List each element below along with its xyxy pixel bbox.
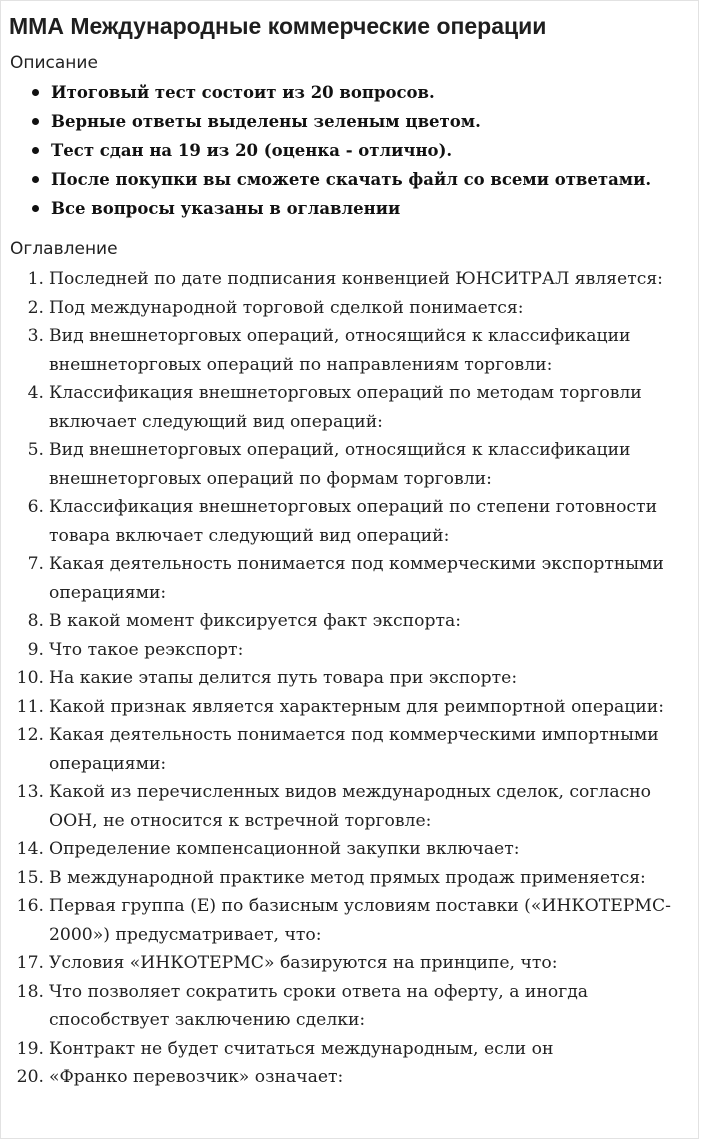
- description-item: Тест сдан на 19 из 20 (оценка - отлично).: [1, 136, 700, 165]
- toc-item[interactable]: [1, 978, 700, 1035]
- toc-item-number: 10.: [16, 668, 44, 688]
- toc-item-number: 15.: [16, 867, 44, 888]
- toc-item-text: Какая деятельность понимается под коммерческими импортными операциями:: [49, 725, 659, 774]
- toc-item-text: В международной практике метод прямых продаж применяется:: [49, 867, 646, 888]
- toc-item-number: 20.: [16, 1067, 44, 1087]
- toc-item-text: Первая группа (Е) по базисным условиям поставки («ИНКОТЕРМС- 2000») предусматривает, что:: [49, 896, 671, 945]
- toc-item-text: Условия «ИНКОТЕРМС» базируются на принципе, что:: [49, 953, 558, 973]
- toc-item-text: На какие этапы делится путь товара при экспорте:: [49, 668, 518, 688]
- toc-item-number: 5.: [27, 440, 44, 460]
- toc-item-number: 17.: [16, 953, 44, 973]
- toc-item-number: 6.: [27, 497, 44, 517]
- toc-item[interactable]: [1, 693, 700, 722]
- description-item: Верные ответы выделены зеленым цветом.: [1, 107, 700, 136]
- toc-item[interactable]: [1, 1035, 700, 1064]
- toc-item[interactable]: [1, 835, 700, 864]
- toc-item[interactable]: [1, 436, 700, 493]
- toc-item-number: 14.: [16, 839, 44, 859]
- toc-item-number: 13.: [16, 782, 44, 802]
- toc-item-text: Вид внешнеторговых операций, относящийся к классификации внешнеторговых операций по направлениям торговли:: [49, 326, 631, 375]
- page-title: ММА Международные коммерческие операции: [9, 13, 547, 39]
- toc-item-text: Классификация внешнеторговых операций по степени готовности товара включает следующий вид операций:: [49, 497, 658, 546]
- toc-item[interactable]: [1, 1063, 700, 1092]
- toc-item-number: 12.: [16, 725, 44, 745]
- toc-item-number: 4.: [27, 383, 44, 403]
- toc-item-text: Что позволяет сократить сроки ответа на оферту, а иногда способствует заключению сделки:: [49, 981, 589, 1030]
- toc-item-text: Классификация внешнеторговых операций по методам торговли включает следующий вид операций:: [49, 383, 642, 432]
- toc-item-text: «Франко перевозчик» означает:: [49, 1067, 344, 1087]
- toc-item[interactable]: [1, 636, 700, 665]
- toc-item-number: 3.: [27, 326, 44, 346]
- toc-item-text: Контракт не будет считаться международным, если он: [49, 1038, 554, 1059]
- toc-item-text: В какой момент фиксируется факт экспорта:: [49, 611, 461, 631]
- toc-item-number: 2.: [27, 297, 44, 318]
- toc-item-number: 1.: [27, 269, 44, 289]
- toc-item-number: 11.: [16, 696, 44, 717]
- toc-item[interactable]: [1, 265, 700, 294]
- toc-item[interactable]: [1, 949, 700, 978]
- toc-item-text: Последней по дате подписания конвенцией ЮНСИТРАЛ является:: [49, 269, 663, 289]
- description-item: Все вопросы указаны в оглавлении: [1, 194, 700, 223]
- toc-item-text: Какой из перечисленных видов международных сделок, согласно ООН, не относится к встречной торговле:: [49, 782, 651, 831]
- toc-item[interactable]: [1, 721, 700, 778]
- toc-item[interactable]: [1, 550, 700, 607]
- toc-item-number: 9.: [27, 639, 44, 660]
- toc-item[interactable]: [1, 493, 700, 550]
- toc-item[interactable]: [1, 294, 700, 323]
- toc-item-text: Что такое реэкспорт:: [49, 639, 244, 660]
- toc-item-text: Какая деятельность понимается под коммерческими экспортными операциями:: [49, 554, 664, 603]
- toc-item-text: Какой признак является характерным для реимпортной операции:: [49, 696, 665, 717]
- toc-item[interactable]: [1, 892, 700, 949]
- toc-item[interactable]: [1, 864, 700, 893]
- toc-item-number: 16.: [16, 896, 44, 916]
- toc-item[interactable]: [1, 379, 700, 436]
- toc-item[interactable]: [1, 664, 700, 693]
- toc-item-text: Определение компенсационной закупки включает:: [49, 839, 520, 859]
- description-list: [1, 78, 700, 223]
- description-heading: Описание: [10, 53, 98, 73]
- toc-item-text: Под международной торговой сделкой понимается:: [49, 297, 524, 318]
- toc-item[interactable]: [1, 607, 700, 636]
- description-item: После покупки вы сможете скачать файл со всеми ответами.: [1, 165, 700, 194]
- toc-item-number: 18.: [16, 981, 44, 1002]
- toc-item-number: 19.: [16, 1038, 44, 1059]
- toc-item-number: 8.: [27, 611, 44, 631]
- toc-heading: Оглавление: [10, 239, 118, 259]
- toc-item[interactable]: [1, 778, 700, 835]
- toc-list: [1, 265, 700, 1092]
- description-item: Итоговый тест состоит из 20 вопросов.: [1, 78, 700, 107]
- toc-item-number: 7.: [27, 554, 44, 574]
- toc-item[interactable]: [1, 322, 700, 379]
- toc-item-text: Вид внешнеторговых операций, относящийся к классификации внешнеторговых операций по формам торговли:: [49, 440, 631, 489]
